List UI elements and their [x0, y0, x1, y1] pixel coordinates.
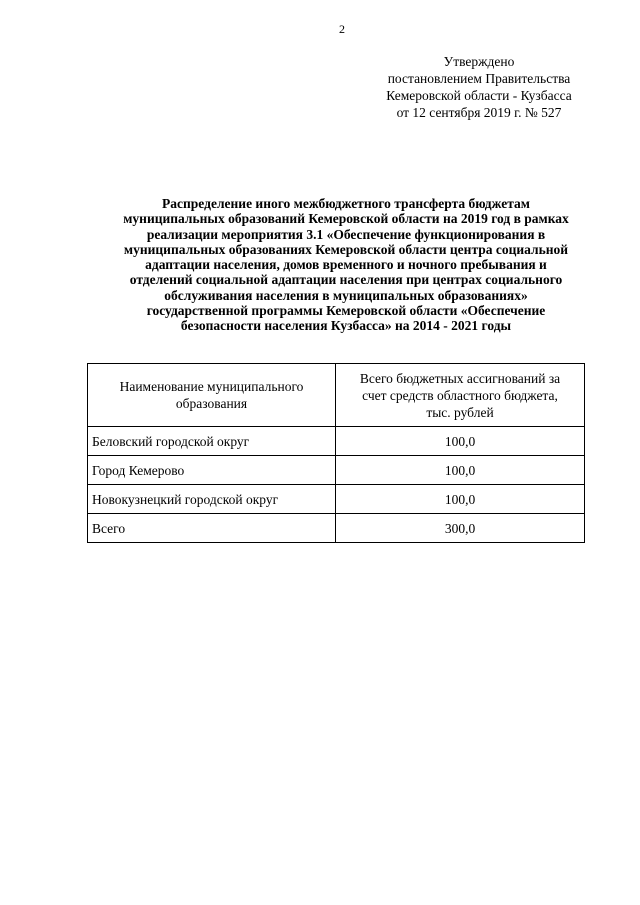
header-line: Наименование муниципального [119, 379, 304, 394]
title-line: Распределение иного межбюджетного трансферта бюджетам [162, 196, 530, 211]
header-line: тыс. рублей [426, 404, 494, 420]
table-row [88, 456, 585, 485]
municipality-cell: Беловский городской округ [88, 427, 336, 456]
allocation-table [87, 363, 585, 543]
table-row [88, 485, 585, 514]
header-line: образования [175, 396, 248, 411]
header-line: счет средств областного бюджета, [362, 387, 558, 403]
approval-line: Утверждено [443, 54, 515, 69]
title-line: отделений социальной адаптации населения при центрах социального [129, 272, 563, 288]
approval-line: Кемеровской области - Кузбасса [386, 88, 572, 103]
title-line: адаптации населения, домов временного и ночного пребывания и [145, 257, 547, 273]
title-line: государственной программы Кемеровской области «Обеспечение [146, 303, 546, 319]
title-line: муниципальных образованиях Кемеровской области центра социальной [123, 241, 569, 257]
approval-line: постановлением Правительства [387, 71, 571, 86]
table-header-row [88, 364, 585, 427]
header-municipality [88, 364, 336, 427]
header-amount [336, 364, 585, 427]
title-line: муниципальных образований Кемеровской области на 2019 год в рамках [123, 211, 569, 227]
title-line: обслуживания населения в муниципальных образованиях» [164, 287, 528, 303]
header-line: Всего бюджетных ассигнований за [359, 370, 561, 386]
total-amount-cell: 300,0 [336, 514, 585, 543]
municipality-cell: Город Кемерово [88, 456, 336, 485]
table-row [88, 427, 585, 456]
page-number: 2 [339, 22, 345, 36]
title-line: безопасности населения Кузбасса» на 2014 - 2021 годы [180, 318, 512, 334]
table-total-row [88, 514, 585, 543]
document-title [76, 196, 616, 334]
approval-block [364, 53, 594, 121]
title-line: реализации мероприятия 3.1 «Обеспечение функционирования в [146, 226, 546, 242]
amount-cell: 100,0 [336, 456, 585, 485]
municipality-cell: Новокузнецкий городской округ [88, 485, 336, 514]
amount-cell: 100,0 [336, 427, 585, 456]
amount-cell: 100,0 [336, 485, 585, 514]
total-label-cell: Всего [88, 514, 336, 543]
approval-line: от 12 сентября 2019 г. № 527 [396, 105, 562, 120]
